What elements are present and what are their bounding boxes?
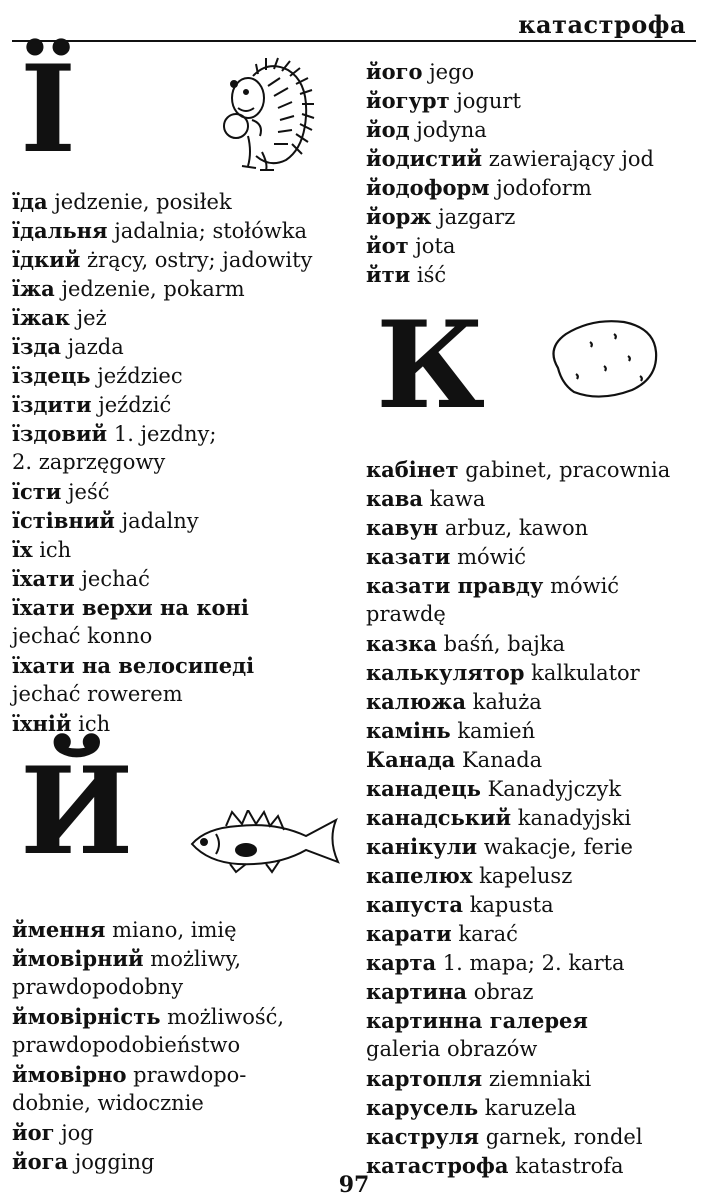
entry-headword: його [366,59,423,84]
entry-translation: mówić [457,545,527,569]
dictionary-entry [12,623,152,650]
dictionary-entry [12,681,183,708]
entry-translation: jego [429,60,475,84]
entry-headword: Канада [366,747,456,772]
entry-translation: prawdopo- [133,1063,247,1087]
entry-translation: katastrofa [515,1154,624,1178]
entry-translation: iść [416,263,447,287]
entry-headword: їстівний [12,508,115,533]
entry-headword: йот [366,233,409,258]
dictionary-entry [366,659,640,687]
dictionary-entry [12,916,237,944]
dictionary-entry [366,717,535,745]
dictionary-entry [12,304,107,332]
dictionary-entry [12,1119,94,1147]
entry-translation: obraz [473,980,534,1004]
potato-illustration [544,318,660,400]
dictionary-entry [12,217,307,245]
entry-headword: їдкий [12,247,81,272]
entry-headword: кава [366,486,423,511]
dictionary-entry [366,485,485,513]
dictionary-entry [12,420,216,448]
entry-headword: йогурт [366,88,450,113]
dictionary-entry [12,449,165,476]
dictionary-entry [366,862,572,890]
entry-translation: karać [458,922,518,946]
entry-headword: калькулятор [366,660,525,685]
dictionary-entry [366,1065,591,1093]
entry-translation: miano, imię [112,918,237,942]
dictionary-entry [12,1003,284,1031]
entry-headword: їздовий [12,421,108,446]
dictionary-entry [366,1123,643,1151]
entry-headword: йод [366,117,410,142]
entry-translation: kalkulator [531,661,640,685]
entry-headword: йодоформ [366,175,490,200]
entry-translation: jota [415,234,456,258]
section-letter-k: К [376,295,486,436]
entry-translation: jeść [68,480,110,504]
entry-headword: карати [366,921,452,946]
entry-translation: ich [78,712,111,736]
page-number: 97 [338,1172,370,1198]
section-letter-yi: Ї [20,39,77,180]
entry-translation: wakacje, ferie [483,835,633,859]
entry-headword: капелюх [366,863,473,888]
entry-translation: prawdę [366,602,446,626]
dictionary-entry [12,478,110,506]
entry-headword: кавун [366,515,439,540]
dictionary-entry [366,891,554,919]
entry-headword: йорж [366,204,432,229]
dictionary-entry [366,572,619,600]
dictionary-entry [366,833,633,861]
dictionary-entry [12,333,124,361]
entry-headword: канадський [366,805,512,830]
dictionary-entry [12,1090,204,1117]
entry-headword: катастрофа [366,1153,509,1178]
dictionary-entry [12,594,249,622]
entry-headword: їдальня [12,218,108,243]
entry-translation: jechać rowerem [12,682,183,706]
dictionary-entry [366,87,521,115]
dictionary-entry [12,362,183,390]
entry-headword: ймовірність [12,1004,161,1029]
dictionary-entry [366,688,542,716]
entry-translation: jogging [74,1150,155,1174]
entry-translation: jadalnia; stołówka [114,219,307,243]
entry-translation: możliwość, [167,1005,285,1029]
dictionary-entry [366,978,533,1006]
dictionary-entry [366,746,542,774]
entry-headword: йти [366,262,411,287]
entry-headword: казати [366,544,451,569]
dictionary-entry [366,804,631,832]
entry-translation: jodyna [416,118,487,142]
entry-headword: їхати на велосипеді [12,653,255,678]
entry-translation: jechać konno [12,624,153,648]
entry-translation: garnek, rondel [485,1125,643,1149]
dictionary-entry [12,536,71,564]
dictionary-entry [366,630,565,658]
entry-headword: їжа [12,276,55,301]
entry-translation: dobnie, widocznie [12,1091,204,1115]
dictionary-entry [12,1032,240,1059]
dictionary-entry [12,974,183,1001]
entry-headword: казка [366,631,437,656]
entry-headword: ймовірно [12,1062,127,1087]
entry-translation: arbuz, kawon [444,516,589,540]
entry-headword: казати правду [366,573,544,598]
entry-headword: канадець [366,776,481,801]
entry-translation: galeria obrazów [366,1037,538,1061]
entry-translation: kapelusz [479,864,573,888]
dictionary-entry [366,261,446,289]
dictionary-entry [12,652,254,680]
entry-headword: їзда [12,334,61,359]
dictionary-entry [366,203,515,231]
dictionary-entry [366,949,625,977]
dictionary-entry [366,775,621,803]
entry-translation: kawa [429,487,486,511]
entry-translation: ich [39,538,72,562]
dictionary-entry [366,543,526,571]
dictionary-entry [366,920,518,948]
entry-translation: baśń, bajka [443,632,565,656]
entry-headword: калюжа [366,689,466,714]
entry-translation: prawdopodobny [12,975,184,999]
dictionary-entry [366,601,446,628]
entry-headword: їхати [12,566,75,591]
dictionary-entry [366,116,487,144]
entry-headword: кабінет [366,457,459,482]
entry-translation: kapusta [469,893,554,917]
entry-translation: jogurt [456,89,521,113]
entry-headword: їх [12,537,33,562]
entry-translation: kamień [457,719,536,743]
entry-translation: jedzenie, posiłek [54,190,232,214]
entry-translation: 1. jezdny; [113,422,217,446]
dictionary-entry [366,174,592,202]
dictionary-entry [12,275,245,303]
entry-headword: карусель [366,1095,479,1120]
dictionary-entry [12,188,232,216]
entry-headword: їда [12,189,48,214]
entry-translation: mówić [550,574,620,598]
entry-headword: їхній [12,711,72,736]
running-header-word: катастрофа [518,10,686,39]
entry-translation: ziemniaki [488,1067,592,1091]
dictionary-entry [366,145,654,173]
dictionary-entry [366,456,670,484]
entry-headword: їхати верхи на коні [12,595,249,620]
entry-headword: ймовірний [12,946,144,971]
entry-headword: карта [366,950,437,975]
entry-translation: jeż [76,306,107,330]
dictionary-entry [12,565,150,593]
entry-headword: їсти [12,479,62,504]
dictionary-entry [366,1007,588,1035]
entry-translation: jeździec [97,364,183,388]
dictionary-entry [12,246,312,274]
entry-translation: jazda [67,335,124,359]
entry-translation: kałuża [472,690,542,714]
dictionary-entry [12,507,199,535]
entry-translation: jeździć [98,393,172,417]
entry-translation: prawdopodobieństwo [12,1033,241,1057]
entry-translation: żrący, ostry; jadowity [86,248,313,272]
entry-headword: камінь [366,718,451,743]
entry-headword: їздець [12,363,91,388]
entry-translation: gabinet, pracownia [465,458,671,482]
entry-headword: канікули [366,834,478,859]
dictionary-entry [12,710,110,738]
entry-translation: karuzela [484,1096,577,1120]
entry-translation: 1. mapa; 2. karta [442,951,625,975]
entry-headword: їздити [12,392,92,417]
entry-translation: kanadyjski [517,806,632,830]
section-letter-y: Й [20,741,134,882]
entry-translation: jadalny [121,509,199,533]
entry-translation: 2. zaprzęgowy [12,450,166,474]
entry-translation: Kanadyjczyk [487,777,622,801]
entry-headword: йога [12,1149,69,1174]
dictionary-entry [12,391,171,419]
entry-translation: możliwy, [150,947,242,971]
entry-headword: йодистий [366,146,483,171]
entry-translation: jedzenie, pokarm [61,277,245,301]
entry-translation: jechać [81,567,150,591]
entry-headword: картинна галерея [366,1008,588,1033]
entry-headword: каструля [366,1124,480,1149]
hedgehog-illustration [208,56,320,174]
fish-illustration [186,810,352,874]
dictionary-entry [366,58,474,86]
entry-translation: jazgarz [438,205,516,229]
dictionary-entry [12,1061,246,1089]
entry-headword: капуста [366,892,463,917]
dictionary-entry [366,232,455,260]
entry-headword: картина [366,979,468,1004]
dictionary-entry [366,514,588,542]
entry-translation: jog [61,1121,94,1145]
entry-headword: їжак [12,305,70,330]
entry-headword: картопля [366,1066,483,1091]
dictionary-entry [366,1036,537,1063]
dictionary-entry [12,945,241,973]
entry-translation: jodoform [496,176,592,200]
entry-translation: Kanada [461,748,543,772]
entry-headword: ймення [12,917,106,942]
entry-translation: zawierający jod [488,147,654,171]
header-rule [12,40,696,42]
entry-headword: йог [12,1120,55,1145]
dictionary-entry [366,1094,576,1122]
